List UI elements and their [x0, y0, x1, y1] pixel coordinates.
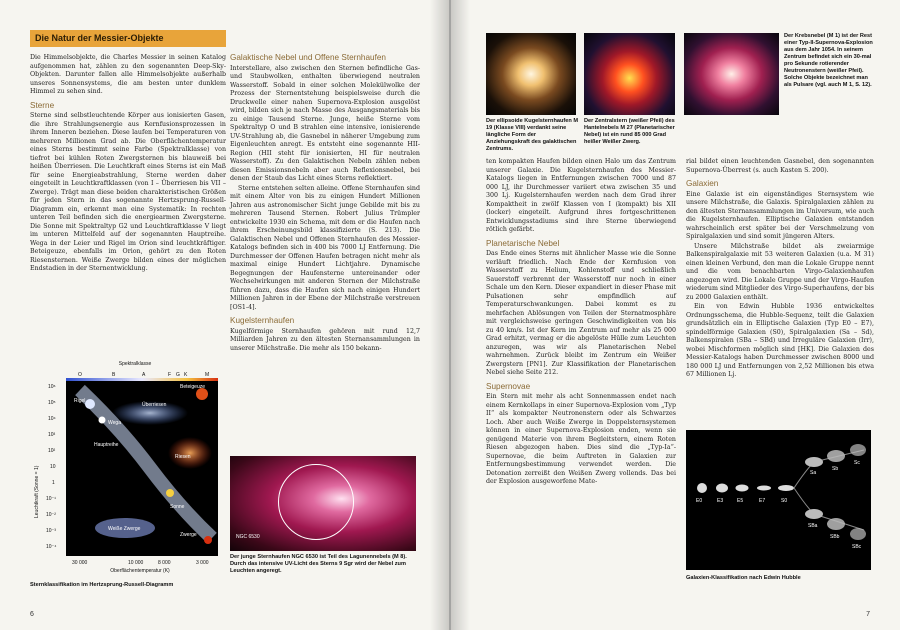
- right-column-1: [486, 158, 676, 488]
- galaxy-e7: [757, 486, 771, 491]
- y-tick: 1: [52, 480, 55, 486]
- spectral-k: K: [184, 372, 188, 378]
- hr-caption: Sternklassifikation im Hertzsprung-Russell-Diagramm: [30, 582, 174, 588]
- galaxy-s0: [778, 485, 794, 491]
- ngc6530-label: NGC 6530: [236, 534, 260, 540]
- label-zwerge: Zwerge: [180, 532, 197, 538]
- label-e0: E0: [696, 498, 703, 504]
- y-tick: 10⁵: [48, 400, 56, 406]
- galneb-heading: Galaktische Nebel und Offene Sternhaufen: [230, 53, 386, 62]
- m27-caption: Der Zentralstern (weißer Pfeil) des Hantelnebels M 27 (Planetarischer Nebel) ist ein rund 85 000 Grad heißer Weißer Zwerg.: [584, 118, 675, 145]
- cluster-circle: [278, 464, 354, 540]
- y-tick: 10: [50, 464, 56, 470]
- x-axis-label: Oberflächentemperatur (K): [110, 568, 170, 574]
- label-sa: Sa: [810, 470, 817, 476]
- gal-paragraph-1: Eine Galaxie ist ein eigenständiges Sternsystem wie unsere Milchstraße, die Galaxis. Spiralgalaxien zählen zu den ältesten Sternansammlungen im Universum, wie auch die Kugelsternhaufen. Elliptische Galaxien entstanden wahrscheinlich erst später bei der Verschmelzung von Spiralgalaxien und sind somit jüngeren Alters.: [686, 190, 874, 240]
- pn-paragraph: Das Ende eines Sterns mit ähnlicher Masse wie die Sonne verläuft friedlich. Nach Ende der Kernfusion von Wasserstoff zu Helium, Kohlenstoff und schließlich Sauerstoff verbrennt der Wasserstoff nur noch in einer Schale um den Kern. Dieser expandiert in dieser Phase mit Pulsationen sehr empfindlich auf Temperaturschwankungen. Dabei kommt es zu mehrfachen Ablösungen von Teilen der Sternatmosphäre mit vergleichsweise geringen Geschwindigkeiten von bis zu 40 km/s. Ist der Kern im Zentrum auf mehr als 25 000 Grad erhitzt, vermag er die abgelöste Hülle zum Leuchten anzuregen, was wir als Planetarischen Nebel wahrnehmen. Zurück bleibt im Zentrum ein Weißer Zwergstern [PN1]. Zur Klassifikation der Planetarischen Nebel siehe Seite 212.: [486, 250, 676, 376]
- y-tick: 10⁻⁴: [46, 544, 57, 550]
- kugel-continued: ten kompakten Haufen bilden einen Halo um das Zentrum unserer Galaxie. Die Kugelsternhaufen des Messier-Katalogs liegen in Entfernungen zwischen 7000 und 87 000 LJ, ihr Durchmesser variiert etwa zwischen 35 und 300 Lj. Kugelsternhaufen werden nach dem Grad ihrer Kompaktheit in zwölf Klassen von I (kompakt) bis XII (locker) eingeteilt. Aufgrund ihres fortgeschrittenen Entwicklungsstadiums sind ihre Sterne überwiegend rötlich gefärbt.: [486, 158, 676, 233]
- gal-paragraph-2: Unsere Milchstraße bildet als zweiarmige Balkenspiralgalaxie mit 53 weiteren Galaxien (u.a. M 31) einen kleinen Verbund, den man die Lokale Gruppe nennt und die vom benachbarten Virgo-Galaxienhaufen angezogen wird. Die Lokale Gruppe und der Virgo-Haufen wiederum sind Mitglieder des Virgo-Superhaufens, der bis zu 2000 Galaxien enthält.: [686, 242, 874, 301]
- galaxy-sc: [850, 444, 866, 456]
- y-tick: 10⁻¹: [46, 496, 56, 502]
- label-riesen: Riesen: [175, 454, 191, 460]
- dwarf-star: [204, 536, 212, 544]
- lagoon-nebula-image: [230, 456, 416, 551]
- left-page: [0, 0, 449, 630]
- galaxy-e3: [716, 484, 728, 493]
- galneb-paragraph-2: Sterne entstehen selten alleine. Offene Sternhaufen sind mit einem Alter von bis zu einigen Hundert Millionen Jahren aus astronomischer Sicht junge Gebilde mit bis zu mehreren Tausend Sternen. Robert Julius Trümpler entwickelte 1930 ein Schema, mit dem er die Haufen nach ihrem Erscheinungsbild klassifizierte (S. 213). Die Galaktischen Nebel und Offenen Sternhaufen des Messier-Katalogs befinden sich in 400 bis 7000 LJ Entfernung. Die Durchmesser der Offenen Haufen betragen nicht mehr als maximal einige Hundert Lichtjahre. Dynamische Begegnungen der Haufensterne untereinander oder Wechselwirkungen mit anderen Sternen der Milchstraße führen dazu, dass die Haufen sich nach einigen Hundert Millionen Jahren in der Ebene der Milchstraße verstreuen [OS1-4].: [230, 184, 420, 311]
- y-tick: 10³: [48, 432, 56, 438]
- x-tick: 3 000: [196, 560, 209, 566]
- sun-star: [166, 489, 174, 497]
- sn-heading: Supernovae: [486, 381, 531, 391]
- hubble-caption: Galaxien-Klassifikation nach Edwin Hubble: [686, 575, 801, 581]
- m27-image: [584, 33, 675, 115]
- galaxy-sbc: [850, 528, 866, 540]
- spectral-classes: [78, 372, 209, 378]
- label-sbc: SBc: [852, 544, 862, 550]
- sterne-heading: Sterne: [30, 100, 55, 110]
- galaxy-e0: [697, 483, 707, 493]
- y-tick: 10⁻²: [46, 512, 56, 518]
- label-weisse-zwerge: Weiße Zwerge: [108, 526, 141, 532]
- section-title: Die Natur der Messier-Objekte: [30, 30, 226, 47]
- sn-paragraph: Ein Stern mit mehr als acht Sonnenmassen endet nach einem Kernkollaps in einer Supernova-Explosion vom „Typ II“ als kompakter Neutronenstern oder als Schwarzes Loch. Aber auch Weiße Zwerge in Doppelsternsystemen können in einer Supernova-Explosion enden, wenn sie genügend Materie von ihrem Begleitstern, einem Roten Riesen abgezogen haben. Dies sind die „Typ-Ia“-Supernovae, die beim Auftreten in Galaxien zur Entfernungsbestimmung verwendet werden. Die Detonation zerreißt den Weißen Zwerg vollends. Das bei der Explosion ausgeworfene Mate-: [486, 393, 676, 485]
- y-tick: 10⁴: [48, 416, 56, 422]
- label-hauptreihe: Hauptreihe: [94, 442, 119, 448]
- intro-paragraph: Die Himmelsobjekte, die Charles Messier in seinen Katalog aufgenommen hat, zählen zu den sogenannten Deep-Sky-Objekten. Darunter fallen alle Himmelsobjekte außerhalb unseres Sonnensystems, die am besten unter dunklem Himmel zu sehen sind.: [30, 54, 226, 95]
- y-ticks: [46, 384, 56, 550]
- spectral-a: A: [142, 372, 146, 378]
- galaxy-sba: [805, 509, 823, 519]
- sn-continued: rial bildet einen leuchtenden Gasnebel, den sogenannten Supernova-Überrest (s. auch Kasten S. 200).: [686, 158, 874, 174]
- y-tick: 10²: [48, 448, 56, 454]
- m1-image: [684, 33, 779, 115]
- x-tick: 10 000: [128, 560, 144, 566]
- kugel-paragraph: Kugelförmige Sternhaufen gehören mit rund 12,7 Milliarden Jahren zu den ältesten Sternansammlungen in unserer Milchstraße. Die mehr als 150 bekann-: [230, 327, 420, 352]
- x-tick: 8 000: [158, 560, 171, 566]
- giants-region: [168, 437, 212, 469]
- m19-caption: Der ellipsoide Kugelsternhaufen M 19 (Klasse VIII) verdankt seine längliche Form der Anziehungskraft des galaktischen Zentrums.: [486, 118, 579, 152]
- label-rigel: Rigel: [74, 398, 86, 404]
- galaxy-sbb: [827, 518, 845, 530]
- y-tick: 10⁻³: [46, 528, 56, 534]
- right-page: [451, 0, 900, 630]
- label-sc: Sc: [854, 460, 860, 466]
- right-column-2: [686, 158, 874, 381]
- label-sonne: Sonne: [170, 504, 185, 510]
- sterne-paragraph: Sterne sind selbstleuchtende Körper aus ionisierten Gasen, die ihre Strahlungsenergie aus Kernfusionsprozessen in ihrem Inneren beziehen. Diese laufen bei Temperaturen von mehreren Millionen Grad ab. Die Oberflächentemperatur eines Sterns bestimmt seine Farbe (Spektralklasse) von tiefrot bei kühlen Roten Zwergsternen bis blauweiß bei heißen Überriesen. Die Leuchtkraft eines Sterns ist ein Maß für seine Energieabstrahlung, Sterne werden daher eingeteilt in Leuchtkraftklassen (von I – Überriesen bis VII – Zwerge). Trägt man diese beiden charakteristischen Größen für jeden Stern in das sogenannte Hertzsprung-Russell-Diagramm ein, erkennt man eine Systematik: In rechten unteren Teil befinden sich die energiearmen Zwergsterne. Die Sonne mit Spektraltyp G2 und Leuchtkraftklasse V liegt im unteren Mittelfeld auf der sogenannten Hauptreihe. Wega in der Leier und Rigel im Orion sind leuchtkräftiger. Beteigeuze, ebenfalls im Orion, gehört zu den Roten Riesensternen. Weiße Zwerge bilden eines der möglichen Endstadien in der Sternentwicklung.: [30, 112, 226, 272]
- left-column-2: [230, 54, 420, 354]
- spectral-f: F: [168, 372, 172, 378]
- rigel-star: [85, 399, 95, 409]
- label-e7: E7: [759, 498, 766, 504]
- left-column-1: [30, 54, 226, 275]
- label-beteigeuze: Beteigeuze: [180, 384, 206, 390]
- x-tick: 30 000: [72, 560, 88, 566]
- gal-heading: Galaxien: [686, 179, 719, 188]
- label-s0: S0: [781, 498, 788, 504]
- spectral-g: G: [176, 372, 180, 378]
- spectral-b: B: [112, 372, 116, 378]
- hr-top-label: Spektralklasse: [118, 361, 152, 367]
- galaxy-sb: [827, 450, 845, 462]
- hr-diagram: [30, 358, 222, 580]
- galaxy-sa: [805, 457, 823, 467]
- spectral-m: M: [205, 372, 210, 378]
- pn-heading: Planetarische Nebel: [486, 238, 560, 248]
- y-tick: 10⁶: [48, 384, 56, 390]
- label-sba: SBa: [808, 523, 818, 529]
- label-wega: Wega: [108, 420, 121, 426]
- hubble-diagram: [686, 430, 871, 570]
- label-e3: E3: [717, 498, 724, 504]
- elliptical-galaxies: [697, 483, 794, 493]
- m19-image: [486, 33, 576, 115]
- page-number-left: 6: [30, 611, 34, 618]
- galneb-paragraph-1: Interstellare, also zwischen den Sternen befindliche Gas- und Staubwolken, enthalten überwiegend neutralen Wasserstoff. Sobald in einer solchen Molekülwolke der Prozess der Sternentstehung beispielsweise durch die Druckwelle einer nahen Supernova-Explosion ausgelöst wird, bilden sich je nach Masse des Ausgangsmaterials bis zu einige Tausend Sterne. Junge, heiße Sterne vom Spektraltyp O und B strahlen eine intensive, ionisierende UV-Strahlung ab, die Gasnebel in näherer Umgebung zum Eigenleuchten anregt. Es entsteht eine sogenannte HII-Region (HII steht für ionisierten, HI für neutralen Wasserstoff). Zu den Galaktischen Nebeln zählen neben diesen Emissionsnebeln aber auch Reflexionsnebel, bei denen der Staub das Licht eines Sterns reflektiert.: [230, 64, 420, 182]
- kugel-heading: Kugelsternhaufen: [230, 316, 295, 325]
- wega-star: [99, 417, 106, 424]
- gal-paragraph-3: Ein von Edwin Hubble 1936 entwickeltes Ordnungsschema, die Hubble-Sequenz, teilt die Galaxien grundsätzlich ein in Elliptische Galaxien (Typ E0 – E7), spindelförmige Galaxien (S0), Spiralgalaxien (Sa – Sd), Balkenspiralen (SBa – SBd) und Irreguläre Galaxien (Irr), wobei Mischformen möglich sind [HK]. Die Galaxien des Messier-Katalogs haben Durchmesser zwischen 8000 und 180 000 LJ und Entfernungen von 2,52 Millionen bis etwa 67 Millionen Lj.: [686, 303, 874, 378]
- galaxy-e5: [736, 485, 749, 492]
- lagoon-caption: Der junge Sternhaufen NGC 6530 ist Teil des Lagunennebels (M 8). Durch das intensive UV-Licht des Sterns 9 Sgr wird der Nebel zum Leuchten angeregt.: [230, 554, 407, 574]
- label-ueberriesen: Überriesen: [142, 402, 167, 408]
- spectral-bar: [66, 378, 218, 381]
- label-sb: Sb: [832, 466, 839, 472]
- hubble-labels: [696, 460, 862, 550]
- spectral-o: O: [78, 372, 82, 378]
- label-e5: E5: [737, 498, 744, 504]
- label-sbb: SBb: [830, 534, 840, 540]
- m1-caption: Der Krebsnebel (M 1) ist der Rest einer Typ-II-Supernova-Explosion aus dem Jahr 1054. In seinem Zentrum befindet sich ein 30-mal pro Sekunde rotierender Neutronenstern (weißer Pfeil). Solche Objekte bezeichnet man als Pulsare (vgl. auch M 1, S. 12).: [784, 33, 873, 88]
- page-number-right: 7: [866, 611, 870, 618]
- x-ticks: [72, 560, 209, 566]
- y-axis-label: Leuchtkraft (Sonne = 1): [34, 465, 40, 518]
